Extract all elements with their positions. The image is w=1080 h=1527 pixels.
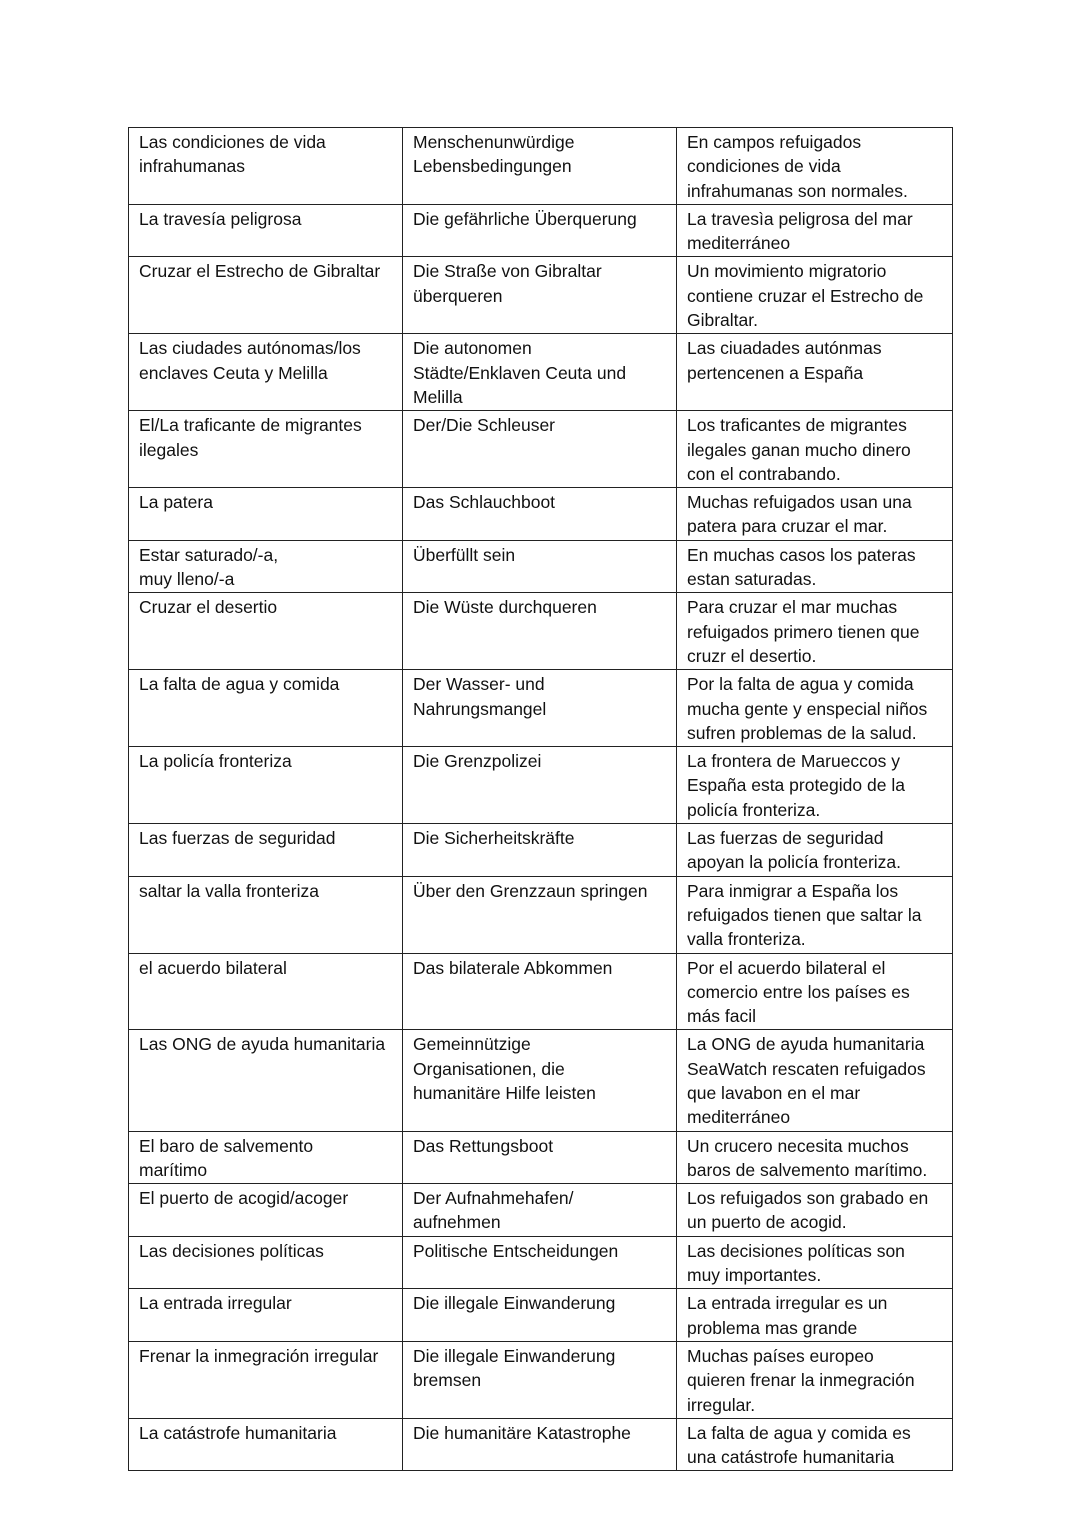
example-sentence-cell: Para cruzar el mar muchas refuigados primero tienen que cruzr el desertio. bbox=[677, 593, 953, 670]
german-translation-cell: Die gefährliche Überquerung bbox=[403, 204, 677, 257]
table-row bbox=[129, 1418, 953, 1471]
german-translation-cell: Die Straße von Gibraltar überqueren bbox=[403, 257, 677, 334]
spanish-term-cell: La falta de agua y comida bbox=[129, 670, 403, 747]
german-translation-cell: Der Wasser- und Nahrungsmangel bbox=[403, 670, 677, 747]
example-sentence-cell: La entrada irregular es un problema mas grande bbox=[677, 1289, 953, 1342]
table-row bbox=[129, 593, 953, 670]
table-row bbox=[129, 540, 953, 593]
table-row bbox=[129, 953, 953, 1030]
example-sentence-cell: La ONG de ayuda humanitaria SeaWatch rescaten refuigados que lavabon en el mar mediterráneo bbox=[677, 1030, 953, 1131]
german-translation-cell: Der/Die Schleuser bbox=[403, 411, 677, 488]
example-sentence-cell: Muchas países europeo quieren frenar la inmegración irregular. bbox=[677, 1341, 953, 1418]
table-row bbox=[129, 670, 953, 747]
german-translation-cell: Die Wüste durchqueren bbox=[403, 593, 677, 670]
example-sentence-cell: Las fuerzas de seguridad apoyan la policía fronteriza. bbox=[677, 824, 953, 877]
german-translation-cell: Der Aufnahmehafen/ aufnehmen bbox=[403, 1184, 677, 1237]
german-translation-cell: Das bilaterale Abkommen bbox=[403, 953, 677, 1030]
spanish-term-cell: saltar la valla fronteriza bbox=[129, 876, 403, 953]
example-sentence-cell: Por la falta de agua y comida mucha gente y enspecial niños sufren problemas de la salud. bbox=[677, 670, 953, 747]
spanish-term-cell: Las decisiones políticas bbox=[129, 1236, 403, 1289]
german-translation-cell: Politische Entscheidungen bbox=[403, 1236, 677, 1289]
table-row bbox=[129, 824, 953, 877]
spanish-term-cell: El baro de salvemento marítimo bbox=[129, 1131, 403, 1184]
table-row bbox=[129, 257, 953, 334]
spanish-term-cell: La policía fronteriza bbox=[129, 747, 403, 824]
german-translation-cell: Die humanitäre Katastrophe bbox=[403, 1418, 677, 1471]
example-sentence-cell: En campos refuigados condiciones de vida infrahumanas son normales. bbox=[677, 128, 953, 205]
table-row bbox=[129, 1131, 953, 1184]
table-row bbox=[129, 204, 953, 257]
table-row bbox=[129, 128, 953, 205]
example-sentence-cell: Los refuigados son grabado en un puerto de acogid. bbox=[677, 1184, 953, 1237]
example-sentence-cell: En muchas casos los pateras estan saturadas. bbox=[677, 540, 953, 593]
table-row bbox=[129, 747, 953, 824]
table-row bbox=[129, 334, 953, 411]
example-sentence-cell: La travesìa peligrosa del mar mediterráneo bbox=[677, 204, 953, 257]
table-row bbox=[129, 488, 953, 541]
spanish-term-cell: Las ONG de ayuda humanitaria bbox=[129, 1030, 403, 1131]
spanish-term-cell: el acuerdo bilateral bbox=[129, 953, 403, 1030]
example-sentence-cell: La frontera de Marueccos y España esta protegido de la policía fronteriza. bbox=[677, 747, 953, 824]
spanish-term-cell: La travesía peligrosa bbox=[129, 204, 403, 257]
table-row bbox=[129, 1236, 953, 1289]
spanish-term-cell: Las condiciones de vida infrahumanas bbox=[129, 128, 403, 205]
german-translation-cell: Die autonomen Städte/Enklaven Ceuta und Melilla bbox=[403, 334, 677, 411]
example-sentence-cell: Las decisiones políticas son muy importantes. bbox=[677, 1236, 953, 1289]
table-row bbox=[129, 1289, 953, 1342]
spanish-term-cell: La patera bbox=[129, 488, 403, 541]
german-translation-cell: Die illegale Einwanderung bbox=[403, 1289, 677, 1342]
spanish-term-cell: Las ciudades autónomas/los enclaves Ceuta y Melilla bbox=[129, 334, 403, 411]
spanish-term-cell: El/La traficante de migrantes ilegales bbox=[129, 411, 403, 488]
table-row bbox=[129, 1030, 953, 1131]
table-row bbox=[129, 411, 953, 488]
german-translation-cell: Die Sicherheitskräfte bbox=[403, 824, 677, 877]
table-row bbox=[129, 1184, 953, 1237]
spanish-term-cell: La entrada irregular bbox=[129, 1289, 403, 1342]
spanish-term-cell: Frenar la inmegración irregular bbox=[129, 1341, 403, 1418]
example-sentence-cell: Un crucero necesita muchos baros de salvemento marítimo. bbox=[677, 1131, 953, 1184]
table-row bbox=[129, 1341, 953, 1418]
table-row bbox=[129, 876, 953, 953]
example-sentence-cell: Por el acuerdo bilateral el comercio entre los países es más facil bbox=[677, 953, 953, 1030]
spanish-term-cell: Las fuerzas de seguridad bbox=[129, 824, 403, 877]
german-translation-cell: Das Rettungsboot bbox=[403, 1131, 677, 1184]
spanish-term-cell: Cruzar el desertio bbox=[129, 593, 403, 670]
german-translation-cell: Die illegale Einwanderung bremsen bbox=[403, 1341, 677, 1418]
example-sentence-cell: Un movimiento migratorio contiene cruzar el Estrecho de Gibraltar. bbox=[677, 257, 953, 334]
german-translation-cell: Überfüllt sein bbox=[403, 540, 677, 593]
example-sentence-cell: Para inmigrar a España los refuigados tienen que saltar la valla fronteriza. bbox=[677, 876, 953, 953]
vocabulary-table-body bbox=[129, 128, 953, 1471]
german-translation-cell: Gemeinnützige Organisationen, die humanitäre Hilfe leisten bbox=[403, 1030, 677, 1131]
spanish-term-cell: Cruzar el Estrecho de Gibraltar bbox=[129, 257, 403, 334]
german-translation-cell: Über den Grenzzaun springen bbox=[403, 876, 677, 953]
german-translation-cell: Die Grenzpolizei bbox=[403, 747, 677, 824]
example-sentence-cell: Muchas refuigados usan una patera para cruzar el mar. bbox=[677, 488, 953, 541]
spanish-term-cell: Estar saturado/-a, muy lleno/-a bbox=[129, 540, 403, 593]
vocabulary-table bbox=[128, 127, 953, 1471]
german-translation-cell: Menschenunwürdige Lebensbedingungen bbox=[403, 128, 677, 205]
spanish-term-cell: La catástrofe humanitaria bbox=[129, 1418, 403, 1471]
example-sentence-cell: La falta de agua y comida es una catástrofe humanitaria bbox=[677, 1418, 953, 1471]
example-sentence-cell: Las ciuadades autónmas pertencenen a España bbox=[677, 334, 953, 411]
german-translation-cell: Das Schlauchboot bbox=[403, 488, 677, 541]
example-sentence-cell: Los traficantes de migrantes ilegales ganan mucho dinero con el contrabando. bbox=[677, 411, 953, 488]
spanish-term-cell: El puerto de acogid/acoger bbox=[129, 1184, 403, 1237]
